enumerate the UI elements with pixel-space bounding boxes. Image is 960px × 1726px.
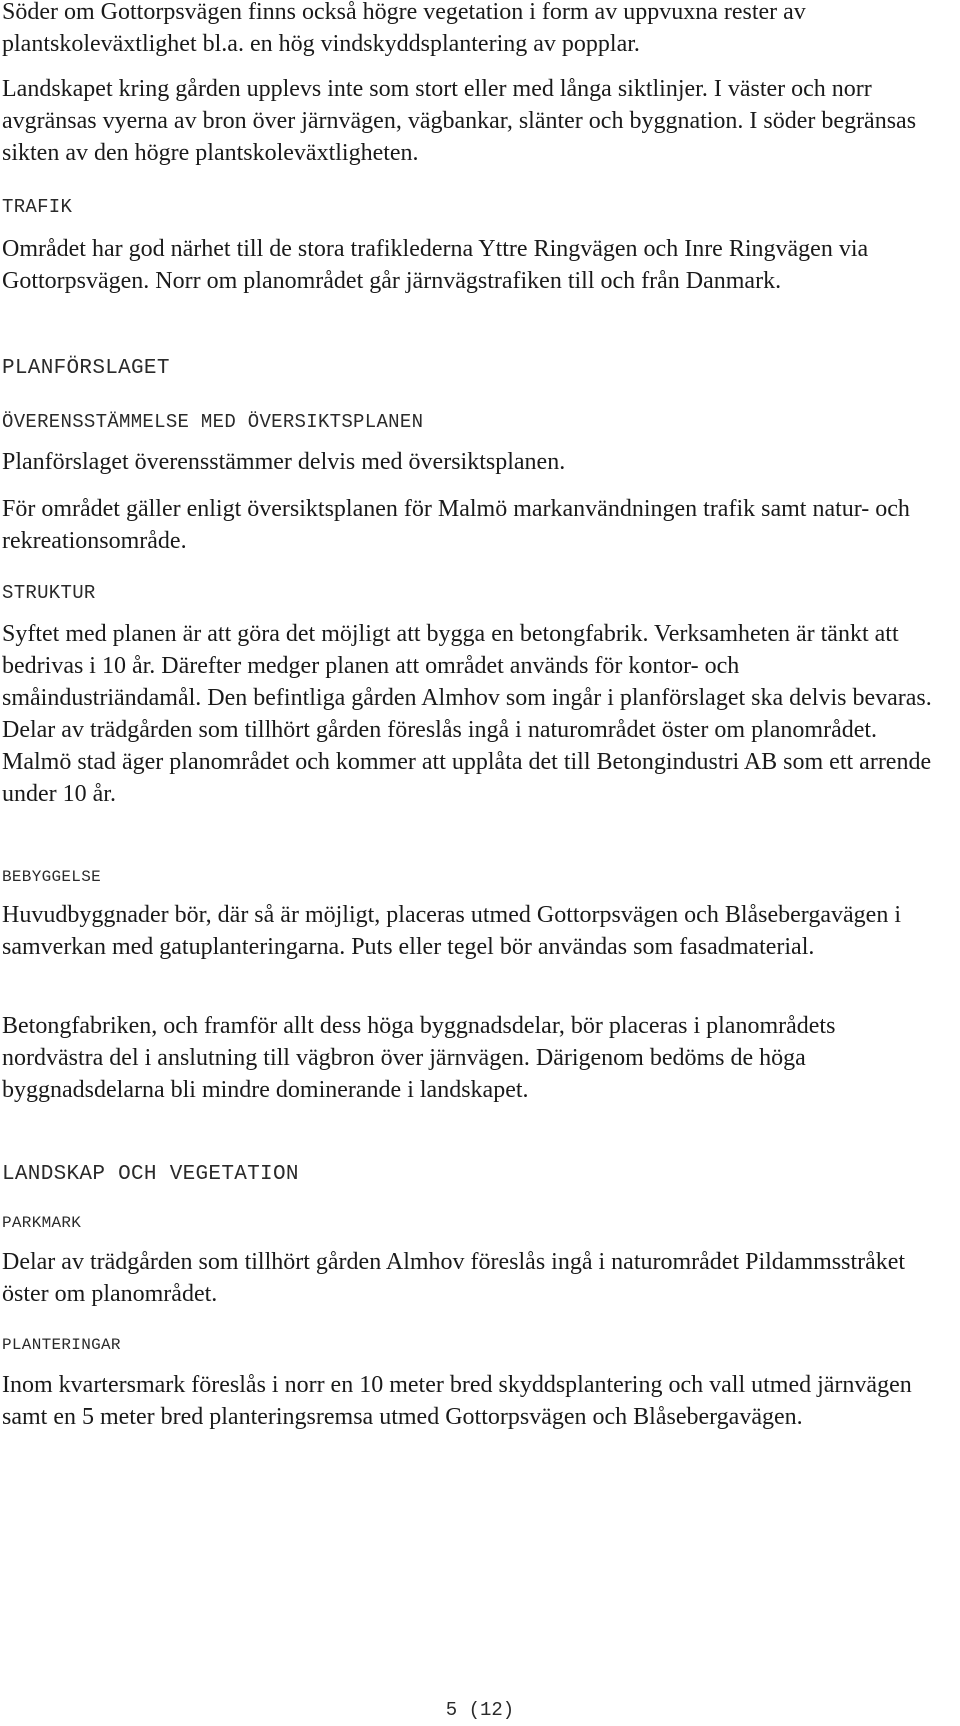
heading-planforslaget: PLANFÖRSLAGET: [2, 357, 170, 380]
heading-planteringar: PLANTERINGAR: [2, 1336, 121, 1354]
page-number: 5 (12): [445, 1699, 515, 1721]
heading-landskap-vegetation: LANDSKAP OCH VEGETATION: [2, 1163, 299, 1186]
heading-trafik: TRAFIK: [2, 196, 73, 218]
paragraph-bebyggelse: Huvudbyggnader bör, där så är möjligt, placeras utmed Gottorpsvägen och Blåsebergavägen i samverkan med gatuplanteringarna. Puts eller tegel bör användas som fasadmaterial.: [2, 902, 901, 960]
paragraph-planteringar: Inom kvartersmark föreslås i norr en 10 meter bred skyddsplantering och vall utmed järnvägen samt en 5 meter bred planteringsremsa utmed Gottorpsvägen och Blåsebergavägen.: [2, 1372, 912, 1430]
heading-bebyggelse: BEBYGGELSE: [2, 868, 102, 886]
paragraph-trafik: Området har god närhet till de stora trafiklederna Yttre Ringvägen och Inre Ringvägen via Gottorpsvägen. Norr om planområdet går järnvägstrafiken till och från Danmark.: [2, 236, 869, 294]
paragraph-overensstammer: Planförslaget överensstämmer delvis med översiktsplanen.: [2, 449, 566, 475]
heading-parkmark: PARKMARK: [2, 1214, 82, 1232]
paragraph-vegetation-south: Söder om Gottorpsvägen finns också högre vegetation i form av uppvuxna rester av plantskoleväxtlighet bl.a. en hög vindskyddsplantering av popplar.: [2, 0, 806, 57]
heading-oversiktsplanen: ÖVERENSSTÄMMELSE MED ÖVERSIKTSPLANEN: [2, 411, 424, 433]
paragraph-markanvandning: För området gäller enligt översiktsplanen för Malmö markanvändningen trafik samt natur- och rekreationsområde.: [2, 496, 910, 554]
paragraph-landscape-views: Landskapet kring gården upplevs inte som stort eller med långa siktlinjer. I väster och norr avgränsas vyerna av bron över järnvägen, vägbankar, slänter och byggnation. I söder begränsas sikten av den högre plantskoleväxtligheten.: [2, 76, 917, 166]
paragraph-struktur: Syftet med planen är att göra det möjligt att bygga en betongfabrik. Verksamheten är tänkt att bedrivas i 10 år. Därefter medger planen att området används för kontor- och småindustriändamål. Den befintliga gården Almhov som ingår i planförslaget ska delvis bevaras. Delar av trädgården som tillhört gården föreslås ingå i naturområdet öster om planområdet. Malmö stad äger planområdet och kommer att upplåta det till Betongindustri AB som ett arrende under 10 år.: [2, 621, 932, 807]
heading-struktur: STRUKTUR: [2, 582, 96, 604]
paragraph-betongfabriken: Betongfabriken, och framför allt dess höga byggnadsdelar, bör placeras i planområdets nordvästra del i anslutning till vägbron över järnvägen. Därigenom bedöms de höga byggnadsdelarna bli mindre dominerande i landskapet.: [2, 1013, 836, 1103]
paragraph-parkmark: Delar av trädgården som tillhört gården Almhov föreslås ingå i naturområdet Pildammsstråket öster om planområdet.: [2, 1249, 906, 1307]
